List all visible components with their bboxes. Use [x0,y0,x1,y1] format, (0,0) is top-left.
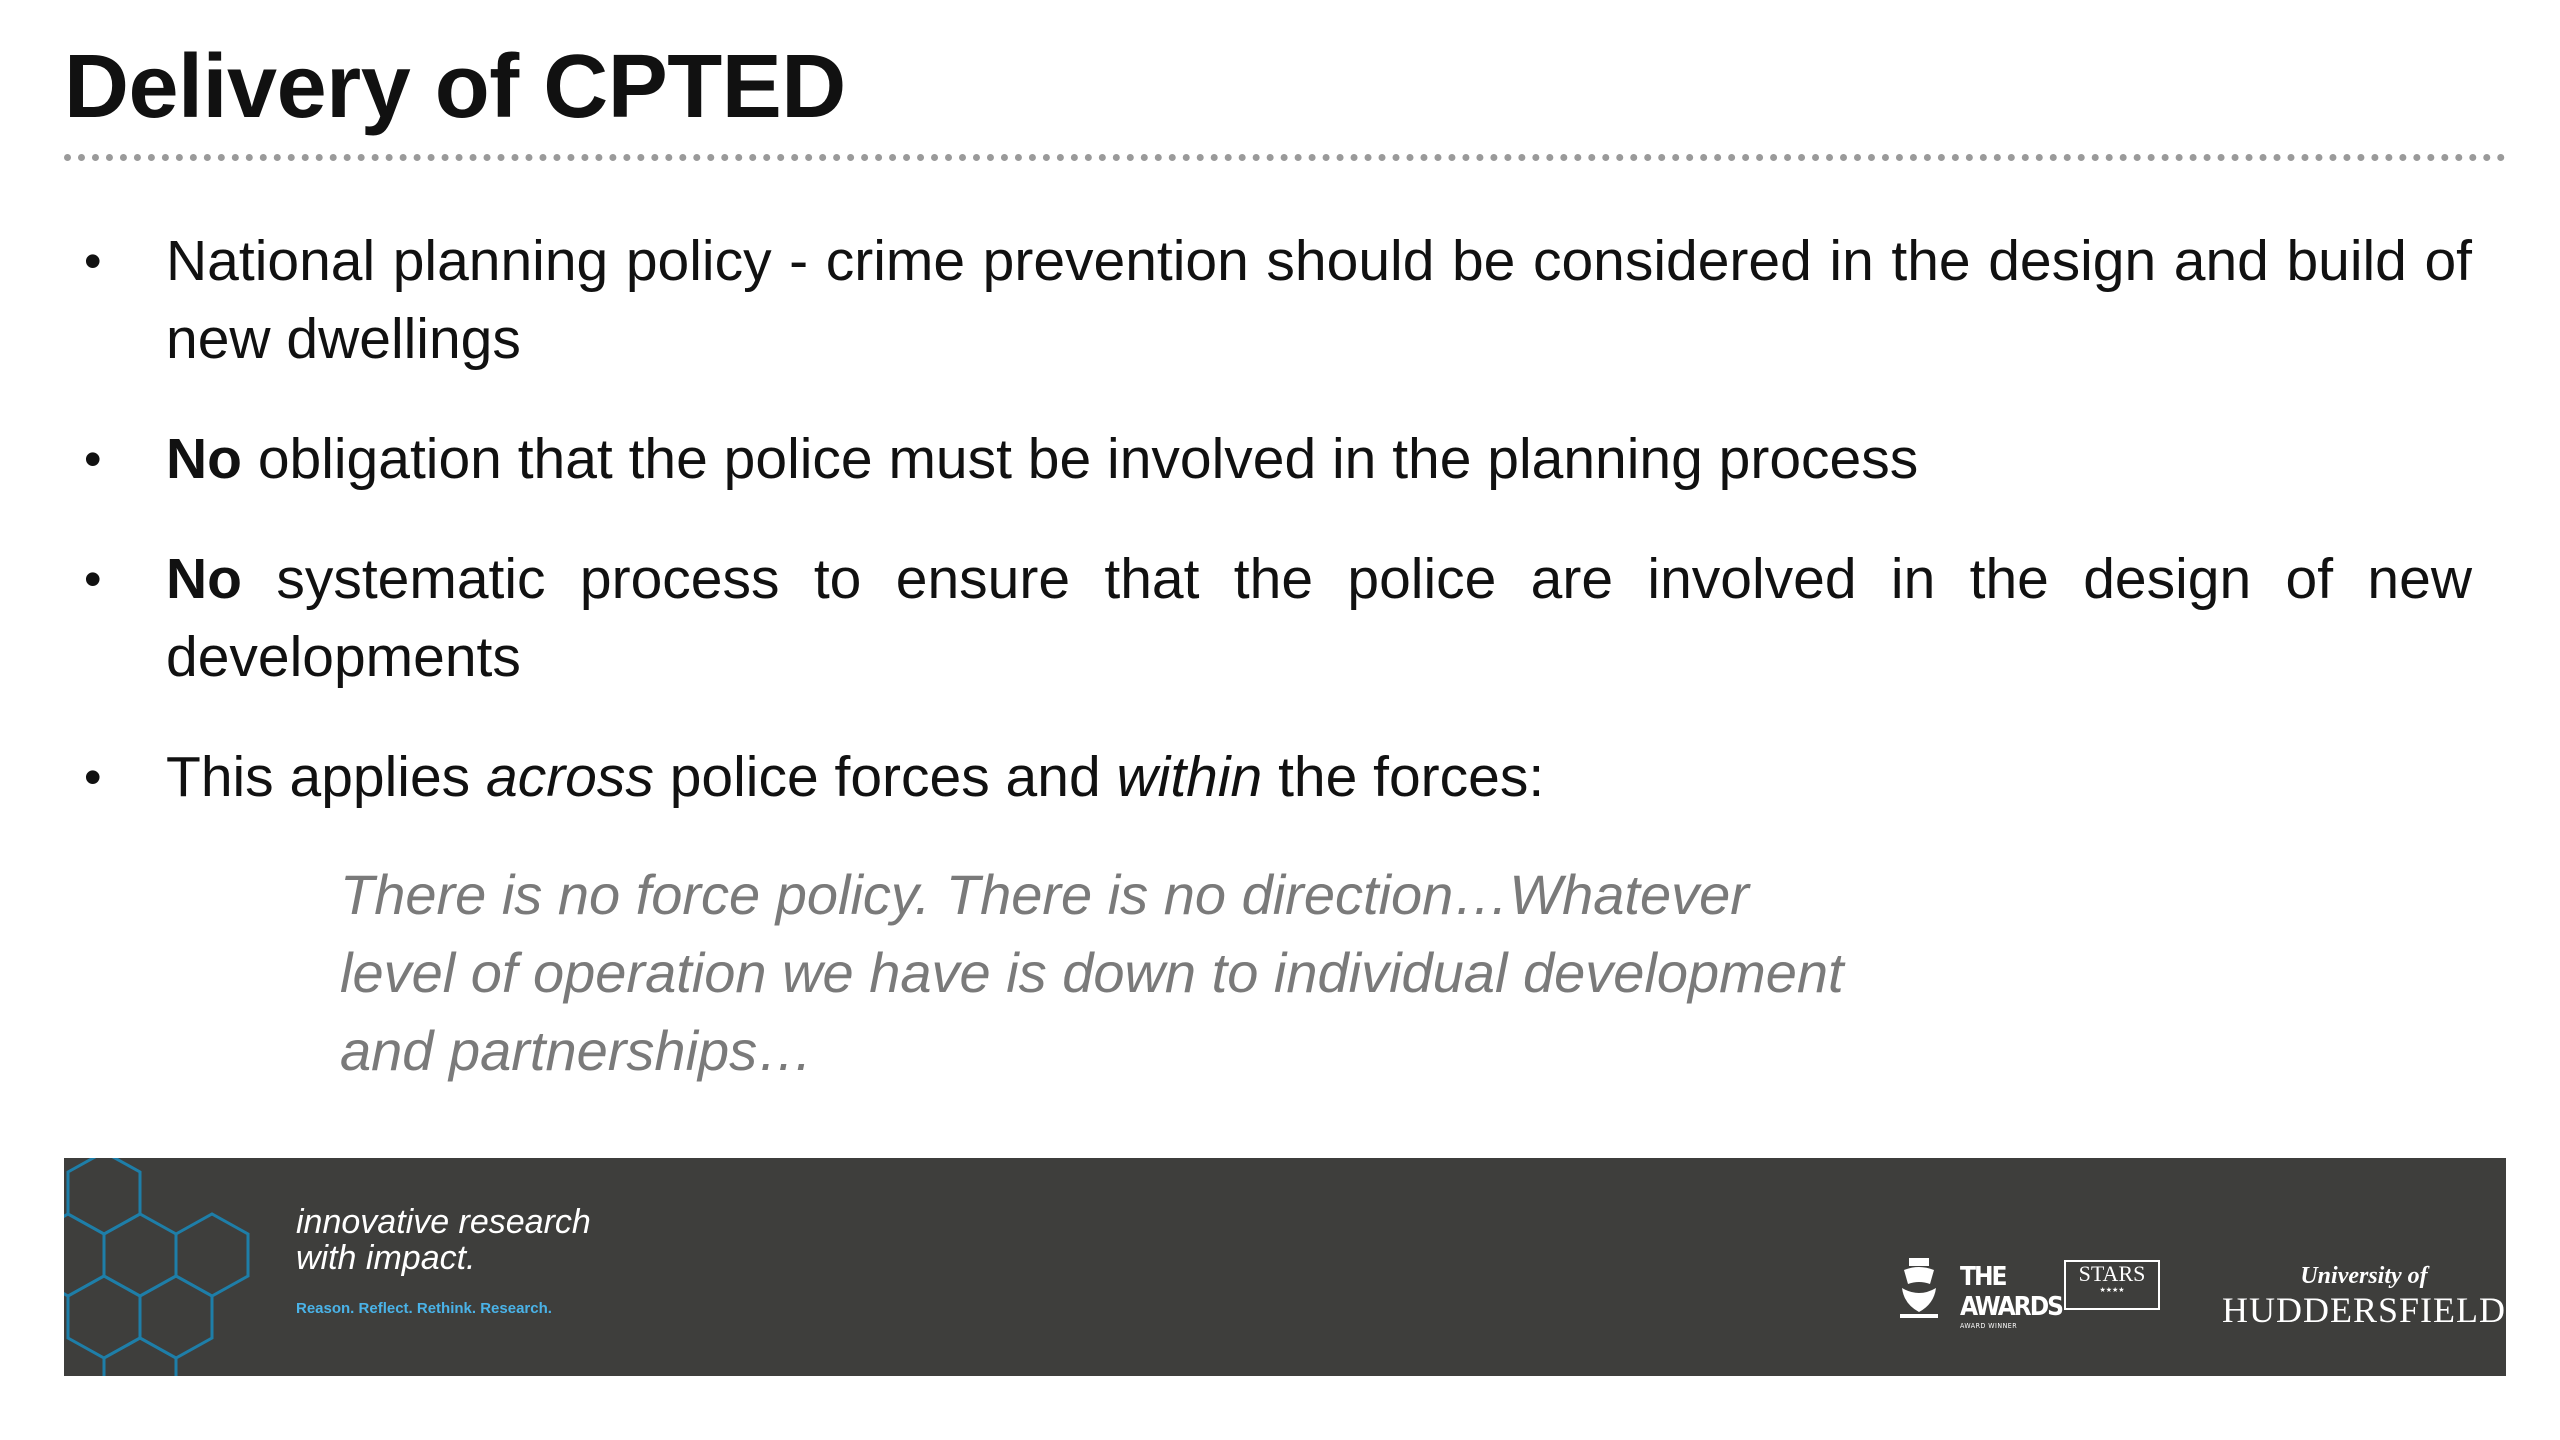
slide-title: Delivery of CPTED [64,37,846,137]
university-logo [2222,1262,2506,1330]
quote-line: level of operation we have is down to individual development [340,941,1844,1004]
bullet-dot: • [84,233,102,289]
stars-text: STARS [2078,1261,2146,1286]
the-awards-logo [1960,1262,2062,1330]
hexagon-pattern-icon [64,1158,264,1376]
bullet-item [80,420,2472,498]
bullet-bold-word: No [166,547,242,611]
bullet-text-pre: This applies [166,745,486,809]
bullet-list [80,222,2472,858]
stars-logo [2064,1260,2160,1310]
bullet-item [80,222,2472,378]
stars-rating: ★★★★ [2099,1287,2125,1294]
tagline-line: with impact. [296,1239,476,1277]
bullet-text-post: the forces: [1262,745,1545,809]
quote-line: There is no force policy. There is no direction…Whatever [340,863,1749,926]
bullet-text: systematic process to ensure that the police are involved in the design of new developments [166,547,2472,689]
tagline-line: innovative research [296,1203,591,1241]
university-name: HUDDERSFIELD [2222,1290,2506,1330]
queens-award-icon [1894,1254,1944,1324]
bullet-text: obligation that the police must be involved in the planning process [241,427,1919,491]
bullet-text: National planning policy - crime prevention should be considered in the design and build of new dwellings [166,229,2472,371]
tagline [296,1204,591,1276]
footer-banner [64,1158,2506,1376]
bullet-bold-word: No [166,427,242,491]
bullet-item [80,738,2472,816]
bullet-dot: • [84,749,102,805]
quote-line: and partnerships… [340,1019,814,1082]
bullet-dot: • [84,431,102,487]
bullet-item [80,540,2472,696]
university-of-text: University of [2300,1263,2428,1289]
bullet-text-mid: police forces and [653,745,1117,809]
bullet-italic-within: within [1116,745,1263,809]
the-awards-text: THE AWARDS [1960,1262,2062,1322]
bullet-dot: • [84,551,102,607]
subtag: Reason. Reflect. Rethink. Research. [296,1300,552,1317]
interview-quote [340,856,2040,1090]
bullet-italic-across: across [486,745,654,809]
title-divider [64,154,2506,161]
the-awards-subtext: AWARD WINNER [1960,1322,2018,1330]
